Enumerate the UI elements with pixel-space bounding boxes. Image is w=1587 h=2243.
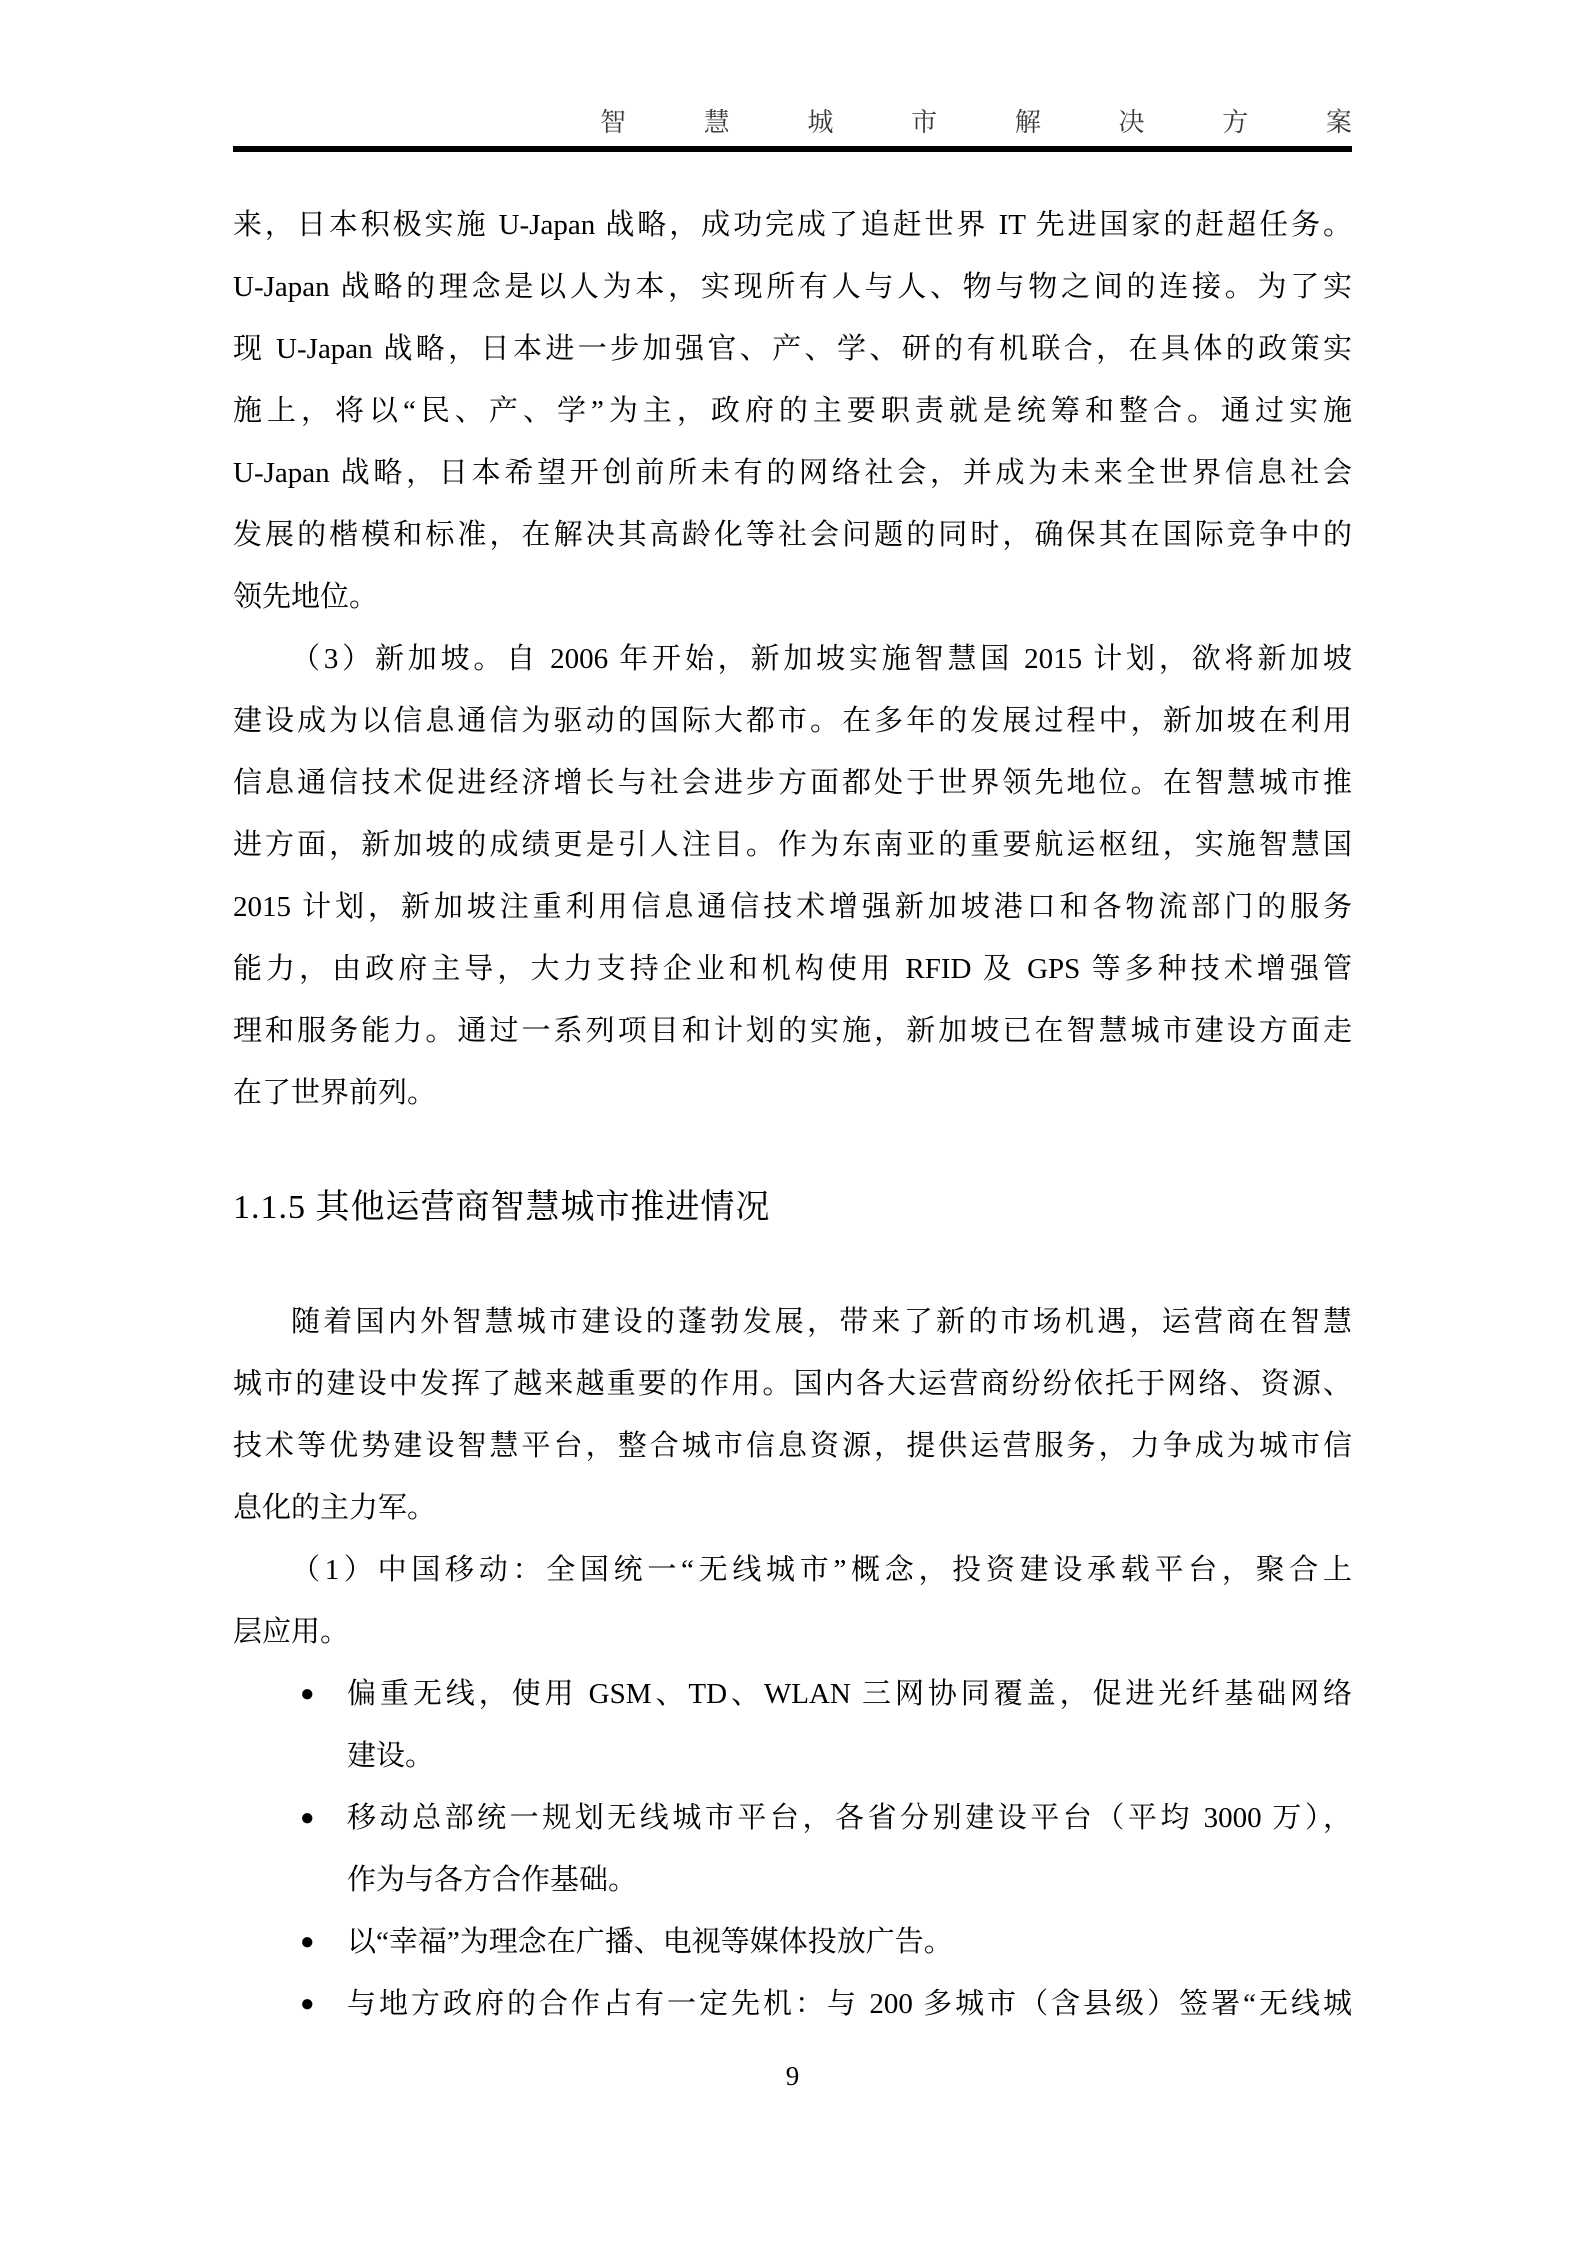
text-line: 施上，将以“民、产、学”为主，政府的主要职责就是统筹和整合。通过实施	[233, 395, 1352, 427]
text-line: 城市的建设中发挥了越来越重要的作用。国内各大运营商纷纷依托于网络、资源、	[233, 1368, 1352, 1400]
header-char: 市	[911, 108, 938, 137]
document-body	[233, 194, 1352, 2107]
bullet-icon: ●	[300, 1991, 315, 2017]
bullet-icon: ●	[300, 1805, 315, 1831]
text-line: 信息通信技术促进经济增长与社会进步方面都处于世界领先地位。在智慧城市推	[233, 767, 1352, 799]
header-char: 决	[1118, 108, 1145, 137]
bullet-list	[233, 1663, 1352, 2035]
text-line: 2015 计划，新加坡注重利用信息通信技术增强新加坡港口和各物流部门的服务	[233, 891, 1352, 923]
text-line: 偏重无线，使用 GSM、TD、WLAN 三网协同覆盖，促进光纤基础网络	[347, 1678, 1352, 1710]
header-char: 案	[1325, 108, 1352, 137]
text-line: 现 U-Japan 战略，日本进一步加强官、产、学、研的有机联合，在具体的政策实	[233, 333, 1352, 365]
text-line: 层应用。	[233, 1616, 350, 1648]
text-line: 领先地位。	[233, 581, 379, 613]
text-line: 来，日本积极实施 U-Japan 战略，成功完成了追赶世界 IT 先进国家的赶超任务。	[233, 209, 1352, 241]
text-line: U-Japan 战略的理念是以人为本，实现所有人与人、物与物之间的连接。为了实	[233, 271, 1352, 303]
paragraph-ujapan	[233, 194, 1352, 628]
text-line: 进方面，新加坡的成绩更是引人注目。作为东南亚的重要航运枢纽，实施智慧国	[233, 829, 1352, 861]
paragraph-china-mobile	[233, 1539, 1352, 1663]
text-line: 随着国内外智慧城市建设的蓬勃发展，带来了新的市场机遇，运营商在智慧	[291, 1306, 1352, 1338]
list-item	[233, 1787, 1352, 1911]
text-line: 与地方政府的合作占有一定先机：与 200 多城市（含县级）签署“无线城	[347, 1988, 1352, 2020]
header-char: 城	[807, 108, 834, 137]
header-char: 解	[1014, 108, 1041, 137]
text-line: 作为与各方合作基础。	[347, 1864, 638, 1896]
list-item	[233, 1911, 1352, 1973]
bullet-icon: ●	[300, 1681, 315, 1707]
header-char: 方	[1222, 108, 1249, 137]
header-char: 慧	[703, 108, 730, 137]
text-line: 发展的楷模和标准，在解决其高龄化等社会问题的同时，确保其在国际竞争中的	[233, 519, 1352, 551]
header-title	[600, 108, 1352, 138]
text-line: 建设成为以信息通信为驱动的国际大都市。在多年的发展过程中，新加坡在利用	[233, 705, 1352, 737]
text-line: U-Japan 战略，日本希望开创前所未有的网络社会，并成为未来全世界信息社会	[233, 457, 1352, 489]
text-line: 息化的主力军。	[233, 1492, 437, 1524]
text-line: （3）新加坡。自 2006 年开始，新加坡实施智慧国 2015 计划，欲将新加坡	[291, 643, 1352, 675]
bullet-icon: ●	[300, 1929, 315, 1955]
list-item	[233, 1973, 1352, 2035]
text-line: 能力，由政府主导，大力支持企业和机构使用 RFID 及 GPS 等多种技术增强管	[233, 953, 1352, 985]
text-line: 理和服务能力。通过一系列项目和计划的实施，新加坡已在智慧城市建设方面走	[233, 1015, 1352, 1047]
paragraph-singapore	[233, 628, 1352, 1124]
text-line: 技术等优势建设智慧平台，整合城市信息资源，提供运营服务，力争成为城市信	[233, 1430, 1352, 1462]
header-rule-line	[233, 146, 1352, 152]
text-line: 在了世界前列。	[233, 1077, 437, 1109]
text-line: 移动总部统一规划无线城市平台，各省分别建设平台（平均 3000 万），	[347, 1802, 1352, 1834]
header-char: 智	[600, 108, 627, 137]
text-line: （1）中国移动：全国统一“无线城市”概念，投资建设承载平台，聚合上	[291, 1554, 1352, 1586]
page-number: 9	[785, 2061, 800, 2091]
page-header	[233, 108, 1352, 152]
text-line: 建设。	[347, 1740, 435, 1772]
paragraph-operators	[233, 1291, 1352, 1539]
list-item	[233, 1663, 1352, 1787]
section-heading: 1.1.5 其他运营商智慧城市推进情况	[233, 1189, 771, 1226]
text-line: 以“幸福”为理念在广播、电视等媒体投放广告。	[347, 1926, 953, 1958]
